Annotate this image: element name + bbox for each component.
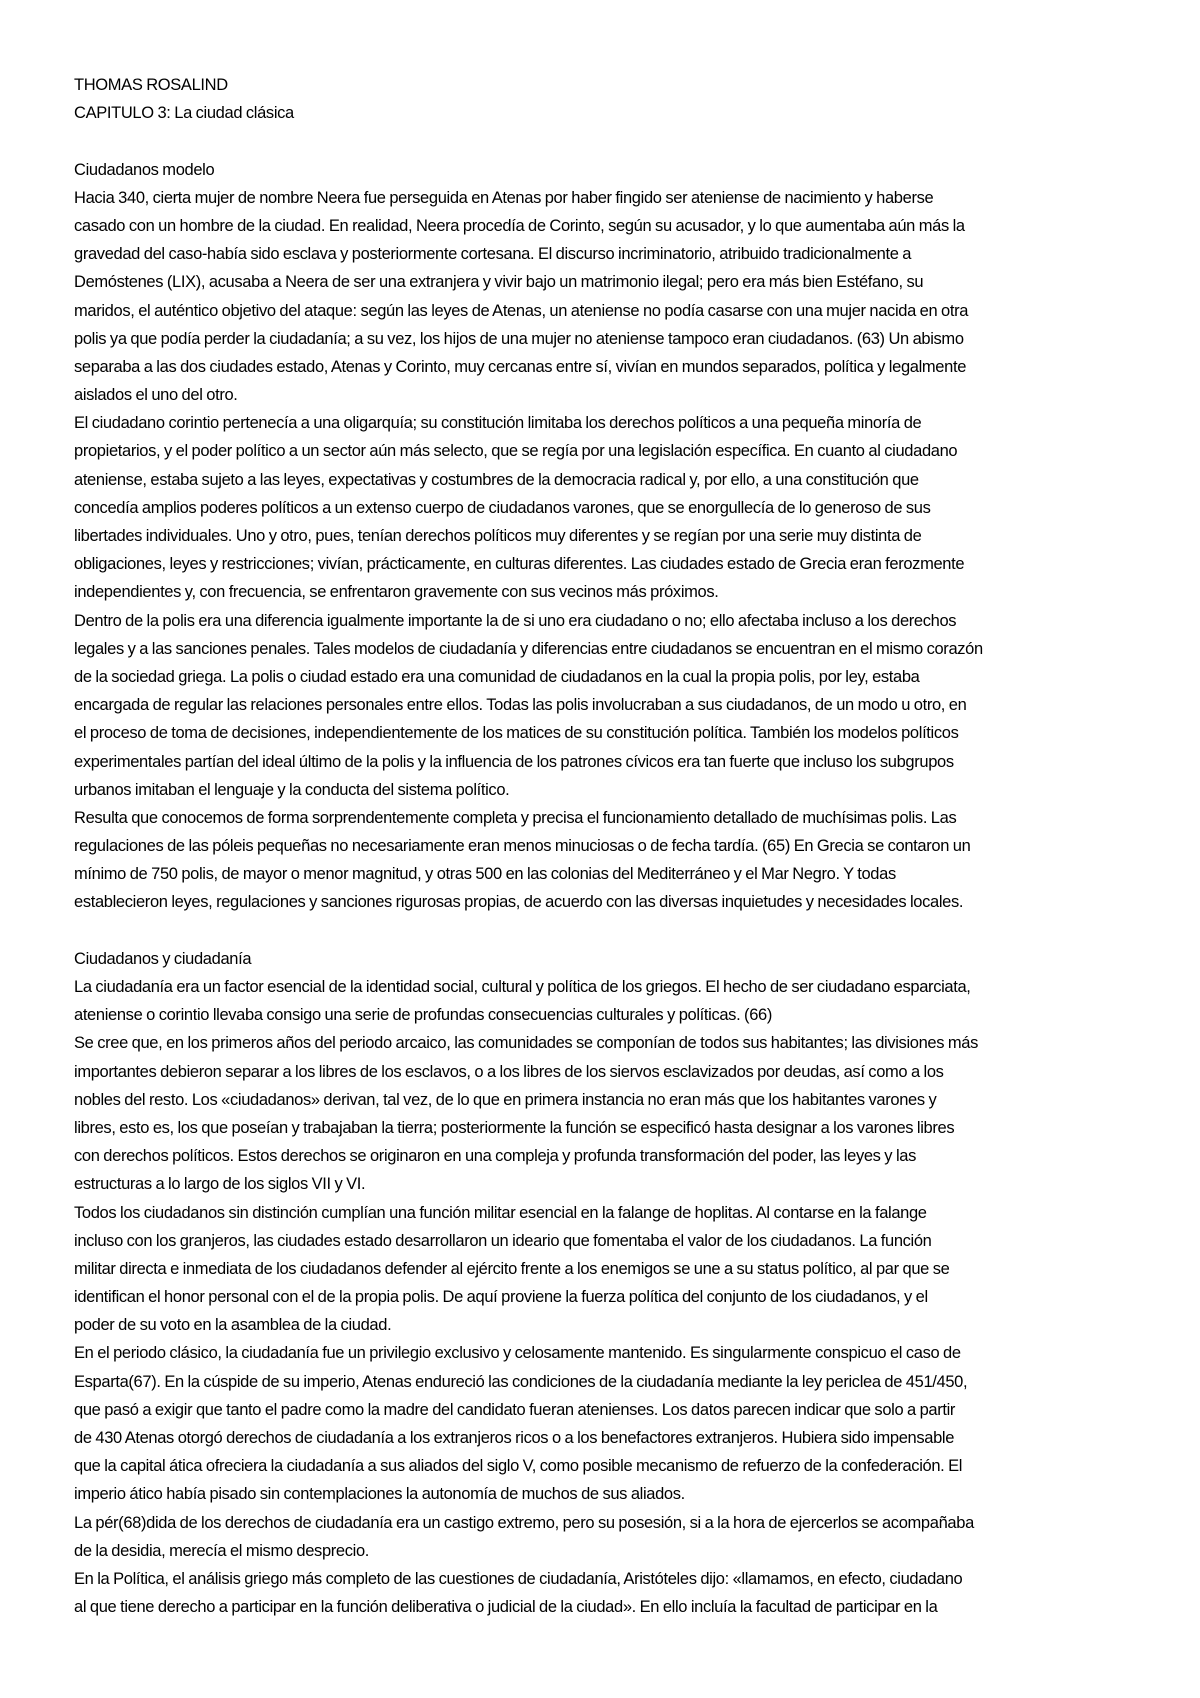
text-line: La pér(68)dida de los derechos de ciudadanía era un castigo extremo, pero su posesión, si a la hora de ejercerlos se acompañaba [74, 1513, 974, 1532]
text-line: Esparta(67). En la cúspide de su imperio, Atenas endureció las condiciones de la ciudadanía mediante la ley periclea de 451/450, [74, 1372, 968, 1391]
text-line: Dentro de la polis era una diferencia igualmente importante la de si uno era ciudadano o no; ello afectaba incluso a los derechos [74, 611, 957, 630]
text-line: con derechos políticos. Estos derechos se originaron en una compleja y profunda transformación del poder, las leyes y las [74, 1147, 916, 1166]
text-line: Hacia 340, cierta mujer de nombre Neera fue perseguida en Atenas por haber fingido ser ateniense de nacimiento y haberse [74, 188, 934, 207]
text-line: maridos, el auténtico objetivo del ataque: según las leyes de Atenas, un ateniense no podía casarse con una mujer nacida en otra [74, 301, 969, 320]
text-line: el proceso de toma de decisiones, independientemente de los matices de su constitución política. También los modelos políticos [74, 724, 959, 743]
text-line: aislados el uno del otro. [74, 386, 238, 405]
text-line: Ciudadanos y ciudadanía [74, 949, 252, 968]
text-line: CAPITULO 3: La ciudad clásica [74, 104, 294, 123]
text-line: encargada de regular las relaciones personales entre ellos. Todas las polis involucraban a sus ciudadanos, de un modo u otro, en [74, 696, 967, 715]
text-line: que la capital ática ofreciera la ciudadanía a sus aliados del siglo V, como posible mecanismo de refuerzo de la confederación. El [74, 1457, 963, 1476]
text-line: gravedad del caso-había sido esclava y posteriormente cortesana. El discurso incriminatorio, atribuido tradicionalmente a [74, 245, 912, 264]
text-line: imperio ático había pisado sin contemplaciones la autonomía de muchos de sus aliados. [74, 1485, 685, 1504]
text-line: La ciudadanía era un factor esencial de la identidad social, cultural y política de los griegos. El hecho de ser ciudadano esparciata, [74, 978, 971, 996]
text-line: En la Política, el análisis griego más completo de las cuestiones de ciudadanía, Aristóteles dijo: «llamamos, en efecto, ciudadano [74, 1569, 963, 1588]
text-line: separaba a las dos ciudades estado, Atenas y Corinto, muy cercanas entre sí, vivían en mundos separados, política y legalmente [74, 357, 967, 376]
text-line: propietarios, y el poder político a un sector aún más selecto, que se regía por una legislación específica. En cuanto al ciudadano [74, 442, 958, 461]
text-line: importantes debieron separar a los libres de los esclavos, o a los libres de los siervos esclavizados por deudas, así como a los [74, 1062, 944, 1081]
text-line: libres, esto es, los que poseían y trabajaban la tierra; posteriormente la función se especificó hasta designar a los varones libres [74, 1118, 955, 1137]
text-line: legales y a las sanciones penales. Tales modelos de ciudadanía y diferencias entre ciudadanos se encuentran en el mismo corazón [74, 639, 983, 658]
text-line: Demóstenes (LIX), acusaba a Neera de ser una extranjera y vivir bajo un matrimonio ilegal; pero era más bien Estéfano, su [74, 273, 924, 292]
text-line: obligaciones, leyes y restricciones; vivían, prácticamente, en culturas diferentes. Las ciudades estado de Grecia eran ferozmente [74, 555, 965, 574]
text-line: independientes y, con frecuencia, se enfrentaron gravemente con sus vecinos más próximos. [74, 583, 719, 602]
text-line: de la desidia, merecía el mismo desprecio. [74, 1541, 370, 1560]
text-line: regulaciones de las póleis pequeñas no necesariamente eran menos minuciosas o de fecha tardía. (65) En Grecia se contaron un [74, 837, 971, 856]
blank-line [74, 127, 1164, 155]
text-line: experimentales partían del ideal último de la polis y la influencia de los patrones cívicos era tan fuerte que incluso los subgrupos [74, 752, 954, 771]
text-line: que pasó a exigir que tanto el padre como la madre del candidato fueran atenienses. Los datos parecen indicar que solo a partir [74, 1400, 956, 1419]
text-line: nobles del resto. Los «ciudadanos» derivan, tal vez, de lo que en primera instancia no eran más que los habitantes varones y [74, 1090, 937, 1109]
text-line: THOMAS ROSALIND [74, 76, 228, 94]
text-line: estructuras a lo largo de los siglos VII y VI. [74, 1175, 366, 1194]
text-line: poder de su voto en la asamblea de la ciudad. [74, 1316, 392, 1335]
text-line: libertades individuales. Uno y otro, pues, tenían derechos políticos muy diferentes y se regían por una serie muy distinta de [74, 527, 922, 545]
text-line: identifican el honor personal con el de la propia polis. De aquí proviene la fuerza política del conjunto de los ciudadanos, y el [74, 1288, 928, 1307]
text-line: ateniense, estaba sujeto a las leyes, expectativas y costumbres de la democracia radical y, por ello, a una constitución que [74, 470, 919, 489]
text-line: ateniense o corintio llevaba consigo una serie de profundas consecuencias culturales y políticas. (66) [74, 1006, 772, 1025]
text-line: En el periodo clásico, la ciudadanía fue un privilegio exclusivo y celosamente mantenido. Es singularmente conspicuo el caso de [74, 1344, 961, 1363]
text-line: polis ya que podía perder la ciudadanía; a su vez, los hijos de una mujer no ateniense tampoco eran ciudadanos. (63) Un abismo [74, 329, 964, 348]
text-line: al que tiene derecho a participar en la función deliberativa o judicial de la ciudad». En ello incluía la facultad de participar en la [74, 1598, 938, 1617]
text-line: Todos los ciudadanos sin distinción cumplían una función militar esencial en la falange de hoplitas. Al contarse en la falange [74, 1203, 927, 1222]
text-line: incluso con los granjeros, las ciudades estado desarrollaron un ideario que fomentaba el valor de los ciudadanos. La función [74, 1231, 932, 1250]
blank-line [74, 917, 1164, 945]
text-line: urbanos imitaban el lenguaje y la conducta del sistema político. [74, 780, 510, 799]
text-line: mínimo de 750 polis, de mayor o menor magnitud, y otras 500 en las colonias del Mediterráneo y el Mar Negro. Y todas [74, 865, 896, 884]
document-page [74, 71, 1164, 1621]
text-line: concedía amplios poderes políticos a un extenso cuerpo de ciudadanos varones, que se enorgullecía de lo generoso de sus [74, 498, 931, 517]
text-line: Ciudadanos modelo [74, 160, 215, 179]
text-line: casado con un hombre de la ciudad. En realidad, Neera procedía de Corinto, según su acusador, y lo que aumentaba aún más la [74, 216, 965, 235]
text-line: de la sociedad griega. La polis o ciudad estado era una comunidad de ciudadanos en la cual la propia polis, por ley, estaba [74, 667, 920, 686]
text-line: militar directa e inmediata de los ciudadanos defender al ejército frente a los enemigos se une a su status político, al par que se [74, 1259, 950, 1278]
text-line: Resulta que conocemos de forma sorprendentemente completa y precisa el funcionamiento detallado de muchísimas polis. Las [74, 808, 957, 827]
text-line: El ciudadano corintio pertenecía a una oligarquía; su constitución limitaba los derechos políticos a una pequeña minoría de [74, 414, 922, 433]
text-line: de 430 Atenas otorgó derechos de ciudadanía a los extranjeros ricos o a los benefactores extranjeros. Hubiera sido impensable [74, 1429, 955, 1447]
text-line: Se cree que, en los primeros años del periodo arcaico, las comunidades se componían de todos sus habitantes; las divisiones más [74, 1034, 979, 1053]
text-line: establecieron leyes, regulaciones y sanciones rigurosas propias, de acuerdo con las diversas inquietudes y necesidades locales. [74, 893, 964, 912]
